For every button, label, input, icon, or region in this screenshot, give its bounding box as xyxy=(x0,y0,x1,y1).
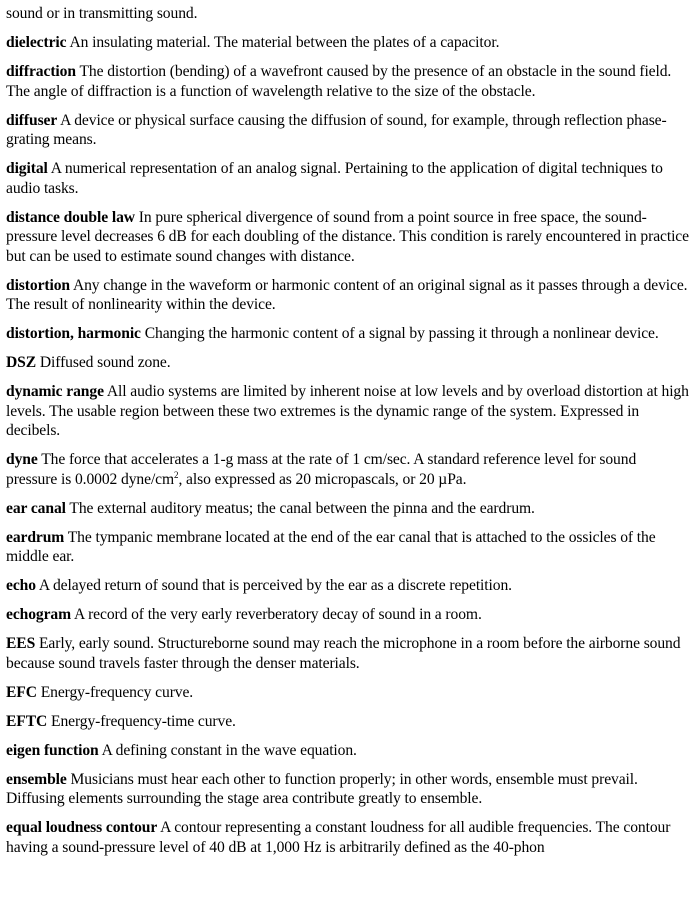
glossary-entry xyxy=(6,634,690,673)
entry-term: diffraction xyxy=(6,63,76,80)
entry-definition: A defining constant in the wave equation. xyxy=(101,741,357,759)
entry-term: distortion, harmonic xyxy=(6,325,141,342)
glossary-entry xyxy=(6,324,690,344)
entry-definition: A device or physical surface causing the diffusion of sound, for example, through reflection phase-grating means. xyxy=(6,111,667,148)
entry-definition: A delayed return of sound that is perceived by the ear as a discrete repetition. xyxy=(38,577,512,594)
entry-term: ensemble xyxy=(6,770,67,788)
superscript: 2 xyxy=(174,469,179,480)
glossary-entry xyxy=(6,33,690,53)
glossary-entry xyxy=(6,208,690,267)
glossary-entry xyxy=(6,818,690,857)
entry-term: DSZ xyxy=(6,354,37,371)
glossary-page xyxy=(6,4,690,867)
entry-definition: In pure spherical divergence of sound from a point source in free space, the sound-pressure level decreases 6 dB for each doubling of the distance. This condition is rarely encountered in practice but can be used to estimate sound changes with distance. xyxy=(6,208,689,265)
entry-term: EFTC xyxy=(6,712,48,730)
glossary-entry xyxy=(6,382,690,441)
definition-part: The force that accelerates a 1-g mass at the rate of 1 cm/sec. A standard reference level for sound pressure is 0.0002 dyne/cm xyxy=(6,451,637,488)
entry-definition: All audio systems are limited by inherent noise at low levels and by overload distortion at high levels. The usable region between these two extremes is the dynamic range of the system. Expressed in decibels. xyxy=(6,383,689,439)
entry-term: digital xyxy=(6,160,48,177)
entry-term: dielectric xyxy=(6,34,67,51)
glossary-entry xyxy=(6,111,690,150)
entry-definition: A contour representing a constant loudness for all audible frequencies. The contour having a sound-pressure level of 40 dB at 1,000 Hz is arbitrarily defined as the 40-phon xyxy=(6,819,671,856)
glossary-entry xyxy=(6,576,690,596)
glossary-entry xyxy=(6,605,690,625)
entry-term: dynamic range xyxy=(6,383,104,400)
glossary-entry xyxy=(6,159,690,198)
entry-definition xyxy=(6,451,636,488)
entry-definition: Any change in the waveform or harmonic content of an original signal as it passes through a device. The result of nonlinearity within the device. xyxy=(6,276,688,313)
entry-term: ear canal xyxy=(6,499,66,517)
glossary-entry xyxy=(6,353,690,373)
glossary-entry xyxy=(6,683,690,703)
entry-definition: Energy-frequency-time curve. xyxy=(51,712,236,730)
glossary-entry xyxy=(6,62,690,101)
glossary-entry xyxy=(6,499,690,519)
glossary-entry xyxy=(6,741,690,761)
entry-term: diffuser xyxy=(6,111,58,129)
entry-term: dyne xyxy=(6,451,38,468)
entry-term: EES xyxy=(6,635,36,652)
glossary-entry xyxy=(6,712,690,732)
entry-definition: Early, early sound. Structureborne sound may reach the microphone in a room before the airborne sound because sound travels faster through the denser materials. xyxy=(6,635,681,672)
glossary-entry xyxy=(6,276,690,315)
entry-definition: Musicians must hear each other to function properly; in other words, ensemble must prevail. Diffusing elements surrounding the stage area contribute greatly to ensemble. xyxy=(6,770,638,807)
entry-term: echo xyxy=(6,577,36,594)
entry-term: eardrum xyxy=(6,528,65,546)
entry-term: distance double law xyxy=(6,208,135,226)
glossary-entry xyxy=(6,450,690,489)
entry-definition: A numerical representation of an analog signal. Pertaining to the application of digital techniques to audio tasks. xyxy=(6,160,663,197)
entry-term: equal loudness contour xyxy=(6,819,158,836)
entry-definition: An insulating material. The material between the plates of a capacitor. xyxy=(69,34,500,51)
entry-term: EFC xyxy=(6,683,37,701)
entry-term: echogram xyxy=(6,606,72,623)
glossary-entry xyxy=(6,528,690,567)
entry-definition: The external auditory meatus; the canal between the pinna and the eardrum. xyxy=(69,499,535,517)
entry-definition: The tympanic membrane located at the end of the ear canal that is attached to the ossicles of the middle ear. xyxy=(6,528,656,565)
entry-definition: Diffused sound zone. xyxy=(39,354,171,371)
entry-definition: The distortion (bending) of a wavefront caused by the presence of an obstacle in the sound field. The angle of diffraction is a function of wavelength relative to the size of the obstacle. xyxy=(6,63,672,100)
entry-term: eigen function xyxy=(6,741,99,759)
entry-definition: Energy-frequency curve. xyxy=(40,683,194,701)
definition-part: , also expressed as 20 micropascals, or 20 µPa. xyxy=(178,470,467,488)
entry-term: distortion xyxy=(6,276,70,294)
continuation-text: sound or in transmitting sound. xyxy=(6,5,198,22)
entry-definition: A record of the very early reverberatory decay of sound in a room. xyxy=(73,606,482,623)
glossary-entry xyxy=(6,770,690,809)
entry-definition: Changing the harmonic content of a signal by passing it through a nonlinear device. xyxy=(144,325,659,342)
